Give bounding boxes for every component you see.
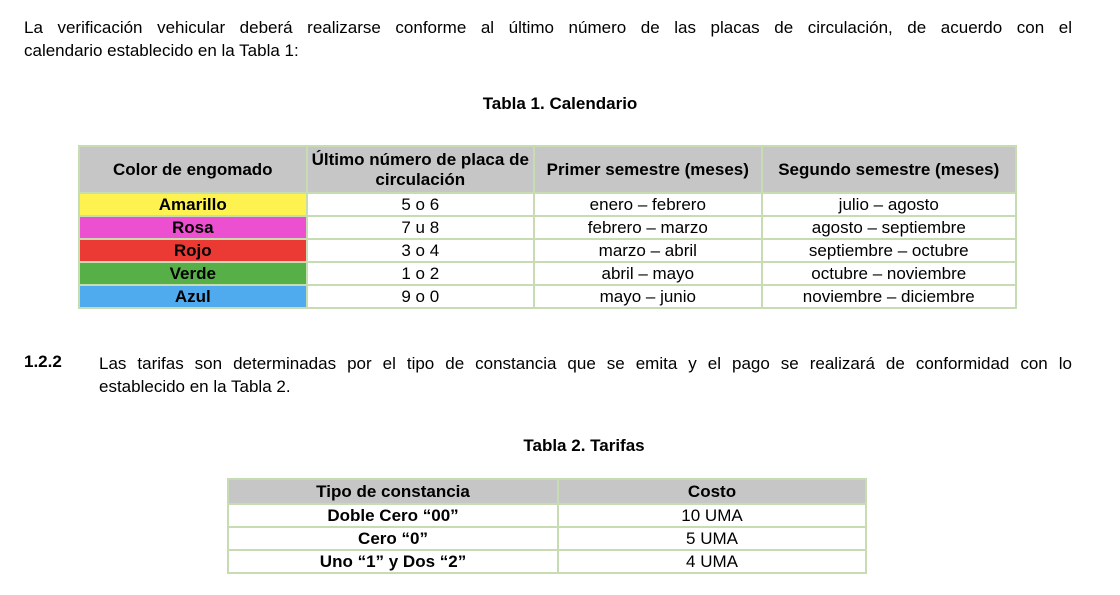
calendar-row — [79, 285, 1016, 308]
fees-table — [227, 478, 867, 574]
header-color: Color de engomado — [79, 146, 307, 193]
section-line-1: Las tarifas son determinadas por el tipo de constancia que se emita y el pago se realizará de conformidad con lo — [99, 354, 1072, 373]
plate-digits-cell: 5 o 6 — [307, 193, 535, 216]
header-plate-number: Último número de placa de circulación — [307, 146, 535, 193]
header-second-semester: Segundo semestre (meses) — [762, 146, 1016, 193]
cost-cell: 10 UMA — [558, 504, 866, 527]
second-semester-cell: noviembre – diciembre — [762, 285, 1016, 308]
color-cell: Azul — [79, 285, 307, 308]
first-semester-cell: marzo – abril — [534, 239, 761, 262]
first-semester-cell: febrero – marzo — [534, 216, 761, 239]
second-semester-cell: septiembre – octubre — [762, 239, 1016, 262]
cost-cell: 5 UMA — [558, 527, 866, 550]
section-paragraph — [99, 352, 1072, 398]
fees-row — [228, 527, 866, 550]
fees-header-row — [228, 479, 866, 504]
header-cost: Costo — [558, 479, 866, 504]
calendar-row — [79, 193, 1016, 216]
second-semester-cell: agosto – septiembre — [762, 216, 1016, 239]
certificate-type-cell: Doble Cero “00” — [228, 504, 558, 527]
calendar-header-row — [79, 146, 1016, 193]
plate-digits-cell: 9 o 0 — [307, 285, 535, 308]
table1-caption: Tabla 1. Calendario — [482, 94, 638, 113]
cost-cell: 4 UMA — [558, 550, 866, 573]
intro-line-1: La verificación vehicular deberá realizarse conforme al último número de las placas de circulación, de acuerdo con el — [24, 18, 1072, 37]
calendar-row — [79, 239, 1016, 262]
second-semester-cell: octubre – noviembre — [762, 262, 1016, 285]
color-cell: Rojo — [79, 239, 307, 262]
first-semester-cell: enero – febrero — [534, 193, 761, 216]
second-semester-cell: julio – agosto — [762, 193, 1016, 216]
table2-caption: Tabla 2. Tarifas — [523, 436, 645, 455]
certificate-type-cell: Cero “0” — [228, 527, 558, 550]
header-certificate-type: Tipo de constancia — [228, 479, 558, 504]
calendar-row — [79, 262, 1016, 285]
section-number: 1.2.2 — [24, 352, 62, 371]
plate-digits-cell: 3 o 4 — [307, 239, 535, 262]
header-first-semester: Primer semestre (meses) — [534, 146, 761, 193]
intro-paragraph — [24, 16, 1072, 62]
plate-digits-cell: 7 u 8 — [307, 216, 535, 239]
calendar-table — [78, 145, 1017, 309]
intro-line-2: calendario establecido en la Tabla 1: — [24, 41, 299, 60]
calendar-row — [79, 216, 1016, 239]
color-cell: Verde — [79, 262, 307, 285]
fees-row — [228, 550, 866, 573]
first-semester-cell: abril – mayo — [534, 262, 761, 285]
first-semester-cell: mayo – junio — [534, 285, 761, 308]
color-cell: Amarillo — [79, 193, 307, 216]
plate-digits-cell: 1 o 2 — [307, 262, 535, 285]
section-line-2: establecido en la Tabla 2. — [99, 377, 291, 396]
certificate-type-cell: Uno “1” y Dos “2” — [228, 550, 558, 573]
color-cell: Rosa — [79, 216, 307, 239]
fees-row — [228, 504, 866, 527]
